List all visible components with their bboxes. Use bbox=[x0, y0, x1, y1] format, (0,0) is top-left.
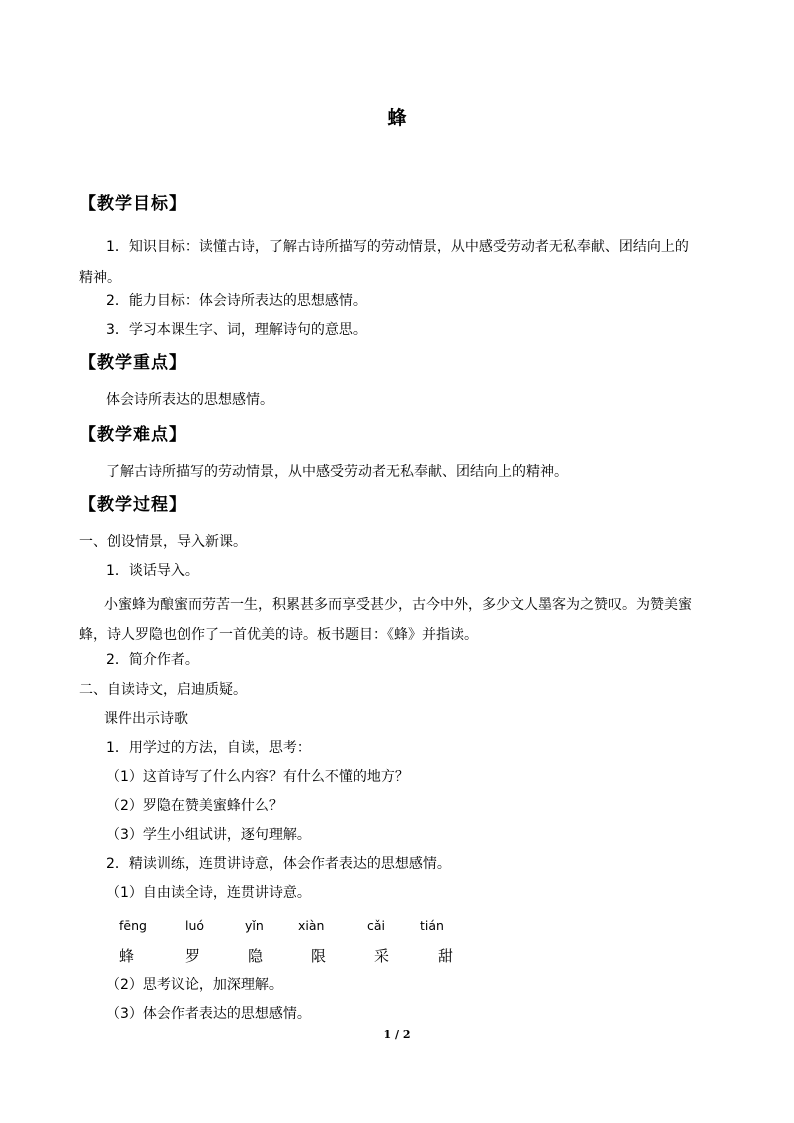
objective-item-1: 1．知识目标：读懂古诗，了解古诗所描写的劳动情景，从中感受劳动者无私奉献、团结向上的精神。 bbox=[79, 239, 689, 286]
part2-step1: 1．用学过的方法，自读，思考： bbox=[106, 740, 311, 756]
hanzi-xian: 限 bbox=[311, 947, 327, 965]
part2-sub-2: （2）思考议论，加深理解。 bbox=[106, 977, 283, 993]
hanzi-feng: 蜂 bbox=[119, 947, 135, 965]
part1-title: 一、创设情景，导入新课。 bbox=[79, 534, 247, 550]
objectives-heading: 【教学目标】 bbox=[79, 194, 187, 214]
hanzi-luo: 罗 bbox=[185, 947, 201, 965]
part2-step2: 2．精读训练，连贯讲诗意，体会作者表达的思想感情。 bbox=[106, 856, 451, 872]
part2-question-3: （3）学生小组试讲，逐句理解。 bbox=[106, 827, 311, 843]
process-heading: 【教学过程】 bbox=[79, 495, 187, 515]
pinyin-tian: tián bbox=[420, 918, 444, 933]
hanzi-yin: 隐 bbox=[248, 947, 264, 965]
document-title: 蜂 bbox=[387, 107, 407, 129]
pinyin-feng: fēng bbox=[119, 918, 147, 933]
difficulties-heading: 【教学难点】 bbox=[79, 425, 187, 445]
part2-sub-1: （1）自由读全诗，连贯讲诗意。 bbox=[106, 885, 311, 901]
part1-paragraph: 小蜜蜂为酿蜜而劳苦一生，积累甚多而享受甚少，古今中外，多少文人墨客为之赞叹。为赞美蜜蜂，诗人罗隐也创作了一首优美的诗。板书题目：《蜂》并指读。 bbox=[79, 597, 692, 643]
part1-step1: 1．谈话导入。 bbox=[106, 563, 199, 579]
pinyin-luo: luó bbox=[185, 918, 205, 933]
part2-title: 二、自读诗文，启迪质疑。 bbox=[79, 682, 247, 698]
pinyin-yin: yǐn bbox=[245, 918, 264, 933]
part2-intro: 课件出示诗歌 bbox=[104, 711, 188, 727]
hanzi-tian: 甜 bbox=[438, 947, 454, 965]
objective-item-3: 3．学习本课生字、词，理解诗句的意思。 bbox=[106, 322, 367, 338]
pinyin-xian: xiàn bbox=[298, 918, 325, 933]
page-number: 1 / 2 bbox=[383, 1028, 411, 1041]
key-points-text: 体会诗所表达的思想感情。 bbox=[106, 392, 274, 408]
difficulties-text: 了解古诗所描写的劳动情景，从中感受劳动者无私奉献、团结向上的精神。 bbox=[106, 464, 568, 480]
part2-question-1: （1）这首诗写了什么内容？有什么不懂的地方？ bbox=[106, 769, 409, 785]
part2-sub-3: （3）体会作者表达的思想感情。 bbox=[106, 1006, 311, 1022]
key-points-heading: 【教学重点】 bbox=[79, 353, 187, 373]
part2-question-2: （2）罗隐在赞美蜜蜂什么？ bbox=[106, 798, 283, 814]
hanzi-cai: 采 bbox=[374, 947, 390, 965]
objective-item-2: 2．能力目标：体会诗所表达的思想感情。 bbox=[106, 293, 367, 309]
part1-step2: 2．简介作者。 bbox=[106, 652, 199, 668]
pinyin-cai: cǎi bbox=[367, 918, 386, 933]
